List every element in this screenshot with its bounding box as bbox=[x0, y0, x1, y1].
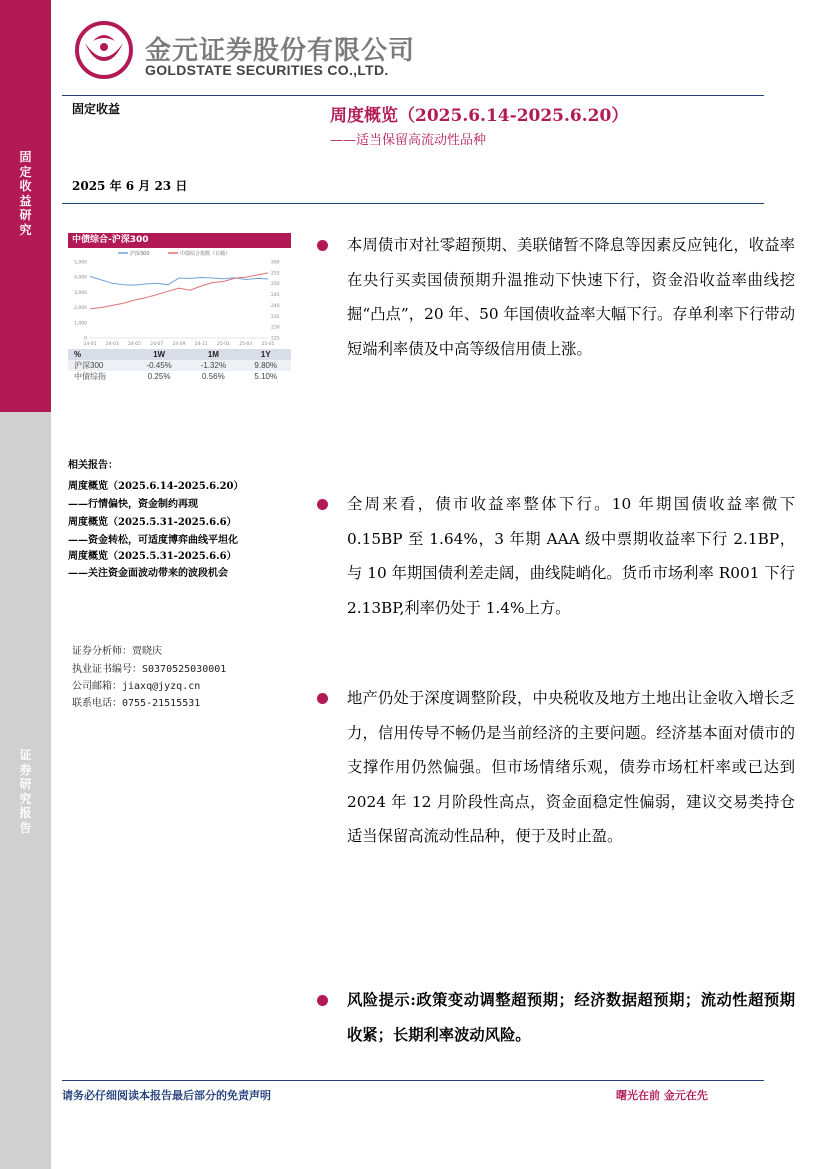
bullet-dot bbox=[317, 240, 328, 251]
y-left-tick-label: 5,000 bbox=[74, 260, 87, 266]
related-report-sub: ——关注资金面波动带来的波段机会 bbox=[68, 568, 228, 579]
header-rule-bottom bbox=[62, 203, 764, 204]
disclaimer-note: 请务必仔细阅读本报告最后部分的免责声明 bbox=[62, 1089, 271, 1102]
side-band-char: 告 bbox=[19, 820, 32, 835]
side-band-char: 收 bbox=[19, 179, 32, 194]
x-tick-label: 25-03 bbox=[239, 342, 253, 347]
y-right-tick-label: 235 bbox=[271, 314, 280, 320]
side-band-char: 研 bbox=[19, 208, 32, 223]
footer-rule bbox=[62, 1080, 764, 1081]
body-paragraph: 全周来看，债市收益率整体下行。10 年期国债收益率微下 0.15BP 至 1.64%，3 年期 AAA 级中票期收益率下行 2.1BP，与 10 年期国债利差走阔，曲线陡峭化。货币市场利率 R001 下行 2.13BP,利率仍处于 1.4%上方。 bbox=[347, 495, 795, 617]
table-cell: 沪深300 bbox=[68, 360, 132, 371]
related-report-sub: ——行情偏快，资金制约再现 bbox=[68, 499, 198, 510]
related-report-link[interactable]: 周度概览（2025.6.14-2025.6.20） bbox=[68, 481, 244, 492]
risk-warning: 风险提示:政策变动调整超预期；经济数据超预期；流动性超预期收紧；长期利率波动风险。 bbox=[347, 991, 795, 1044]
bullet-dot bbox=[317, 995, 328, 1006]
table-cell: -1.32% bbox=[186, 360, 240, 371]
x-tick-label: 24-03 bbox=[105, 342, 119, 347]
table-header-cell: 1W bbox=[132, 349, 186, 360]
legend-label: 中债综合指数（右轴） bbox=[180, 251, 231, 257]
table-row bbox=[68, 371, 291, 382]
company-name-cn: 金元证券股份有限公司 bbox=[145, 36, 416, 66]
related-report-link[interactable]: 周度概览（2025.5.31-2025.6.6） bbox=[68, 517, 237, 528]
performance-table bbox=[68, 349, 291, 382]
header-rule bbox=[62, 95, 764, 96]
report-title: 周度概览（2025.6.14-2025.6.20） bbox=[330, 106, 629, 126]
x-tick-label: 24-09 bbox=[172, 342, 186, 347]
side-band-char: 定 bbox=[19, 164, 32, 179]
side-band-char: 究 bbox=[19, 791, 32, 806]
report-category: 固定收益 bbox=[72, 102, 121, 116]
company-name-en: GOLDSTATE SECURITIES CO.,LTD. bbox=[145, 62, 389, 78]
y-left-tick-label: 1,000 bbox=[74, 321, 87, 327]
side-band-char: 固 bbox=[19, 150, 32, 164]
x-tick-label: 25-05 bbox=[261, 342, 275, 347]
bullet-dot bbox=[317, 693, 328, 704]
table-cell: 5.10% bbox=[241, 371, 291, 382]
x-tick-label: 24-01 bbox=[83, 342, 97, 347]
table-cell: 中债综指 bbox=[68, 371, 132, 382]
table-cell: 0.25% bbox=[132, 371, 186, 382]
table-row bbox=[68, 360, 291, 371]
table-header-cell: 1Y bbox=[241, 349, 291, 360]
side-band-char: 报 bbox=[19, 806, 32, 821]
table-header-cell: % bbox=[68, 349, 132, 360]
side-band-char: 券 bbox=[19, 762, 32, 777]
y-right-tick-label: 260 bbox=[271, 260, 280, 266]
report-subtitle: ——适当保留高流动性品种 bbox=[330, 133, 487, 148]
company-logo-icon bbox=[75, 21, 133, 79]
related-report-sub: ——资金转松，可适度博弈曲线平坦化 bbox=[68, 535, 238, 546]
table-cell: 9.80% bbox=[241, 360, 291, 371]
side-band-char: 益 bbox=[19, 193, 32, 208]
y-left-tick-label: 0 bbox=[84, 336, 87, 342]
y-right-tick-label: 230 bbox=[271, 325, 280, 331]
y-left-tick-label: 2,000 bbox=[74, 306, 87, 312]
y-right-tick-label: 250 bbox=[271, 282, 280, 288]
body-paragraph: 本周债市对社零超预期、美联储暂不降息等因素反应钝化，收益率在央行买卖国债预期升温推动下快速下行，资金沿收益率曲线挖掘“凸点”，20 年、50 年国债收益率大幅下行。存单利率下行带动短端利率债及中高等级信用债上涨。 bbox=[347, 236, 795, 358]
y-right-tick-label: 255 bbox=[271, 271, 280, 277]
side-band-char: 研 bbox=[19, 777, 32, 792]
related-heading: 相关报告： bbox=[68, 460, 118, 471]
body-paragraph: 地产仍处于深度调整阶段，中央税收及地方土地出让金收入增长乏力，信用传导不畅仍是当前经济的主要问题。经济基本面对债市的支撑作用仍然偏强。但市场情绪乐观，债券市场杠杆率或已达到 2024 年 12 月阶段性高点，资金面稳定性偏弱，建议交易类持仓适当保留高流动性品种，便于及时止盈。 bbox=[347, 689, 795, 845]
side-band-label-top bbox=[0, 150, 51, 238]
side-band-char: 证 bbox=[19, 748, 32, 762]
table-cell: -0.45% bbox=[132, 360, 186, 371]
bullet-dot bbox=[317, 499, 328, 510]
analyst-name: 证券分析师：贾晓庆 bbox=[72, 646, 162, 657]
x-tick-label: 24-05 bbox=[127, 342, 142, 347]
table-header-cell: 1M bbox=[186, 349, 240, 360]
analyst-email[interactable]: 公司邮箱：jiaxq@jyzq.cn bbox=[72, 681, 201, 692]
chart-panel-header: 中债综合-沪深300 bbox=[68, 233, 291, 248]
side-band-label-bottom bbox=[0, 748, 51, 836]
table-cell: 0.56% bbox=[186, 371, 240, 382]
analyst-phone: 联系电话：0755-21515531 bbox=[72, 698, 201, 709]
side-band-char: 究 bbox=[19, 222, 32, 237]
y-right-tick-label: 245 bbox=[271, 293, 280, 299]
y-right-tick-label: 225 bbox=[271, 336, 280, 342]
x-tick-label: 25-01 bbox=[216, 342, 231, 347]
analyst-license: 执业证书编号：S0370525030001 bbox=[72, 664, 227, 675]
legend-label: 沪深300 bbox=[130, 251, 150, 257]
x-tick-label: 24-11 bbox=[194, 342, 208, 347]
related-report-link[interactable]: 周度概览（2025.5.31-2025.6.6） bbox=[68, 551, 237, 562]
index-comparison-chart bbox=[68, 248, 291, 348]
report-date: 2025 年 6 月 23 日 bbox=[72, 179, 188, 193]
y-left-tick-label: 4,000 bbox=[74, 275, 87, 281]
company-slogan: 曙光在前 金元在先 bbox=[616, 1089, 708, 1102]
y-left-tick-label: 3,000 bbox=[74, 290, 87, 296]
y-right-tick-label: 240 bbox=[271, 303, 280, 309]
x-tick-label: 24-07 bbox=[150, 342, 164, 347]
